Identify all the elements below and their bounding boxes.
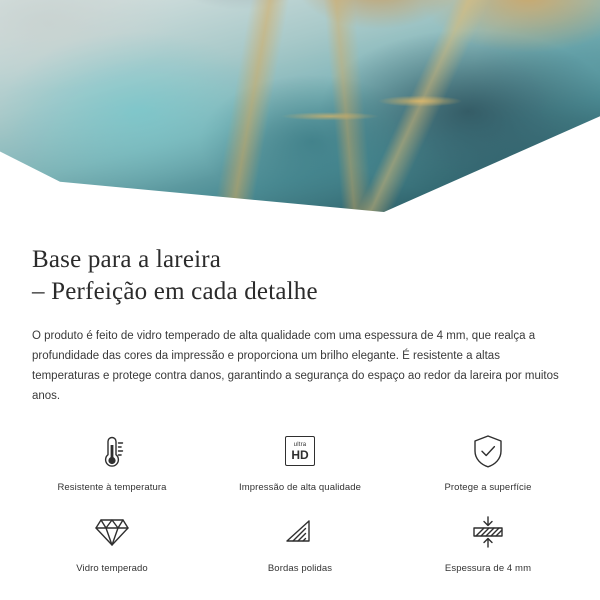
headline-line-2: – Perfeição em cada detalhe [32, 278, 318, 305]
ultra-hd-badge-main: HD [291, 447, 309, 462]
headline-line-1: Base para a lareira [32, 246, 222, 273]
sparkle-large-icon [520, 168, 554, 202]
ultra-hd-badge-top: ultra [293, 441, 307, 448]
feature-label: Protege a superfície [444, 482, 532, 493]
thickness-icon [466, 509, 510, 555]
hero-image [0, 0, 600, 222]
diamond-icon [93, 509, 131, 555]
page-title [32, 244, 568, 308]
thermometer-icon [95, 428, 129, 474]
feature-label: Vidro temperado [76, 563, 148, 574]
glass-panel-artwork [0, 0, 600, 212]
sparkle-small-icon [558, 186, 576, 204]
feature-surface-protection [394, 428, 582, 493]
shield-check-icon [470, 428, 506, 474]
polished-edges-icon [281, 509, 319, 555]
feature-label: Bordas polidas [267, 563, 333, 574]
content-block [0, 222, 600, 406]
ultra-hd-icon [285, 428, 315, 474]
feature-grid [0, 428, 600, 574]
feature-label: Resistente à temperatura [57, 482, 167, 493]
feature-thickness-4mm [394, 509, 582, 574]
feature-tempered-glass [18, 509, 206, 574]
feature-label: Impressão de alta qualidade [238, 482, 362, 493]
feature-high-quality-print [206, 428, 394, 493]
feature-label: Espessura de 4 mm [444, 563, 532, 574]
feature-polished-edges [206, 509, 394, 574]
feature-temperature-resistant [18, 428, 206, 493]
product-description: O produto é feito de vidro temperado de alta qualidade com uma espessura de 4 mm, que realça a profundidade das cores da impressão e proporciona um brilho elegante. É resistente a altas temperaturas e protege contra danos, garantindo a segurança do espaço ao redor da lareira por muitos anos. [32, 330, 559, 402]
